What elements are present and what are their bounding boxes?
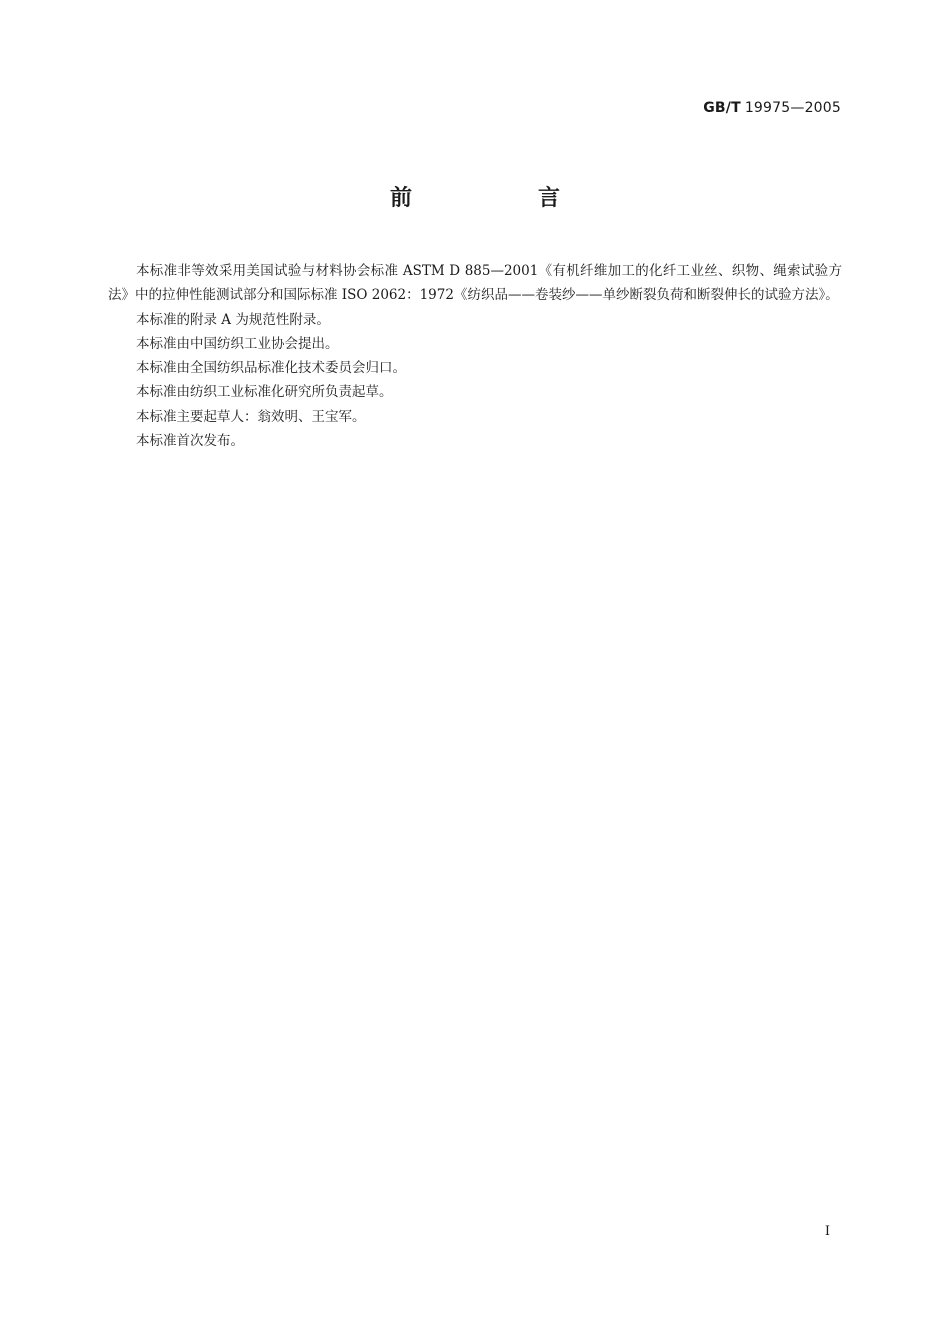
page-title: 前 言 — [389, 186, 612, 211]
page-number: I — [824, 1224, 830, 1239]
paragraph-annex: 本标准的附录 A 为规范性附录。 — [136, 311, 330, 328]
paragraph-committee: 本标准由全国纺织品标准化技术委员会归口。 — [136, 360, 406, 377]
paragraph-first-release: 本标准首次发布。 — [136, 433, 244, 450]
paragraph-drafter-org: 本标准由纺织工业标准化研究所负责起草。 — [136, 384, 393, 401]
preface-body — [108, 259, 842, 453]
paragraph-adoption: 本标准非等效采用美国试验与材料协会标准 ASTM D 885—2001《有机纤维加工的化纤工业丝、织物、绳索试验方法》中的拉伸性能测试部分和国际标准 ISO 2062：1972《纺织品——卷装纱——单纱断裂负荷和断裂伸长的试验方法》。 — [108, 263, 842, 304]
paragraph-proposer: 本标准由中国纺织工业协会提出。 — [136, 335, 339, 352]
standard-prefix: GB/T — [703, 100, 741, 116]
standard-number: 19975—2005 — [744, 100, 841, 116]
paragraph-drafters: 本标准主要起草人：翁效明、王宝军。 — [136, 408, 366, 425]
standard-code — [703, 100, 841, 116]
